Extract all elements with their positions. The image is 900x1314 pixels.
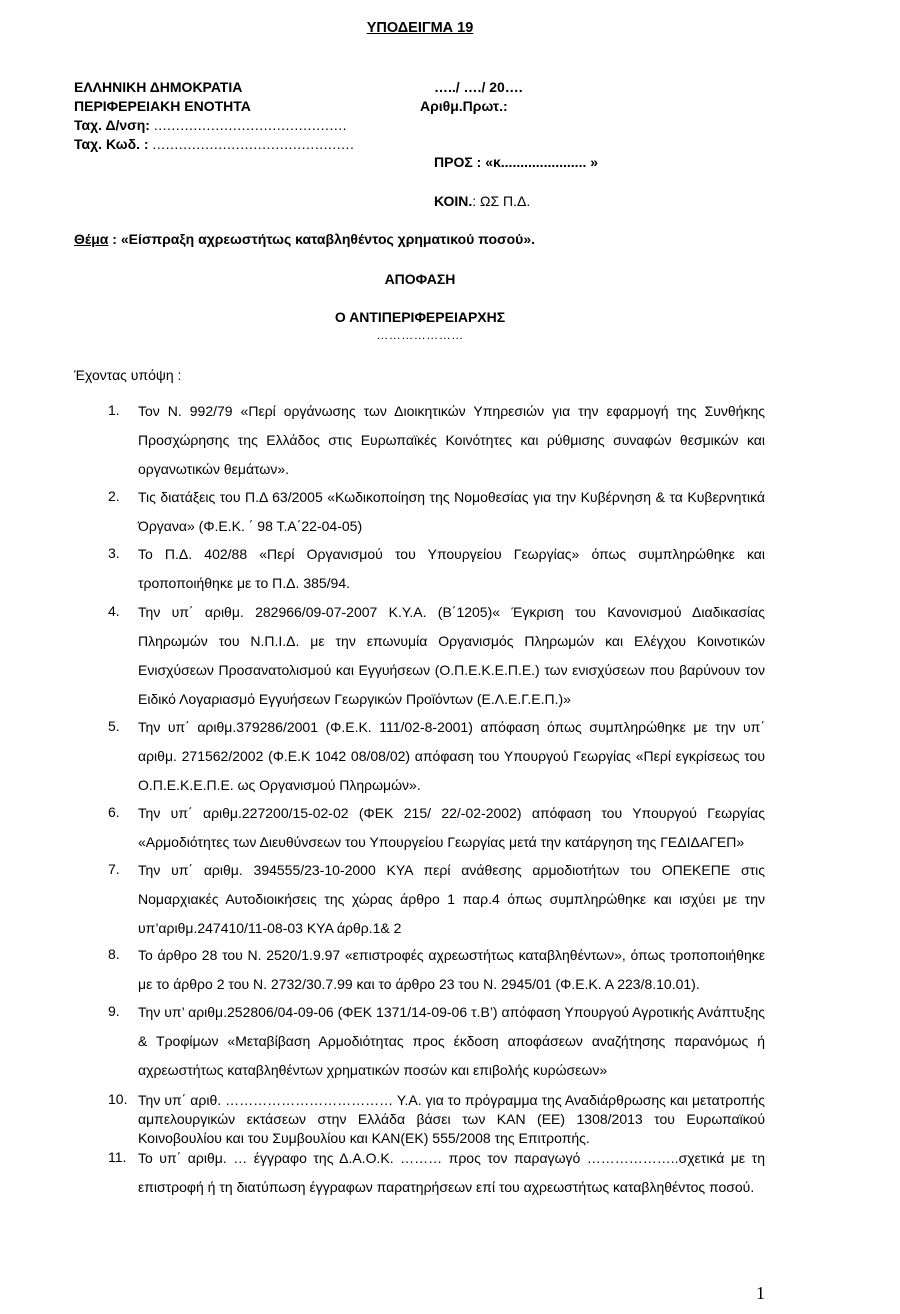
postcode-value: .............................................. bbox=[152, 136, 355, 152]
date-block bbox=[420, 78, 523, 116]
recipient-line bbox=[434, 154, 598, 170]
cc-label: ΚΟΙΝ. bbox=[434, 193, 473, 209]
item-text: Την υπ΄ αριθμ.227200/15-02-02 (ΦΕΚ 215/ 22/-02-2002) απόφαση του Υπουργού Γεωργίας «Αρμοδιότητες των Διευθύνσεων του Υπουργείου Γεωργίας μετά την κατάργηση της ΓΕΔΙΔΑΓΕΠ» bbox=[138, 805, 765, 850]
subject-label: Θέμα bbox=[74, 231, 109, 247]
decision-heading: ΑΠΟΦΑΣΗ bbox=[384, 271, 456, 287]
considerations-intro: Έχοντας υπόψη : bbox=[74, 367, 182, 383]
subject-line bbox=[74, 231, 535, 247]
authority-name-blank: ………………… bbox=[376, 328, 464, 342]
sender-country: ΕΛΛΗΝΙΚΗ ΔΗΜΟΚΡΑΤΙΑ bbox=[74, 79, 243, 95]
document-date: …../ …./ 20…. bbox=[434, 79, 523, 95]
item-text: Τις διατάξεις του Π.Δ 63/2005 «Κωδικοποίηση της Νομοθεσίας για την Κυβέρνηση & τα Κυβερνητικά Όργανα» (Φ.Ε.Κ. ΄ 98 Τ.Α΄22-04-05) bbox=[138, 489, 765, 534]
sender-unit: ΠΕΡΙΦΕΡΕΙΑΚΗ ΕΝΟΤΗΤΑ bbox=[74, 98, 251, 114]
item-number: 6. bbox=[108, 804, 120, 820]
item-text: Το Π.Δ. 402/88 «Περί Οργανισμού του Υπουργείου Γεωργίας» όπως συμπληρώθηκε και τροποποιήθηκε με το Π.Δ. 385/94. bbox=[138, 546, 765, 591]
authority-heading: Ο ΑΝΤΙΠΕΡΙΦΕΡΕΙΑΡΧΗΣ bbox=[334, 309, 506, 325]
item-text: Την υπ’ αριθμ.252806/04-09-06 (ΦΕΚ 1371/14-09-06 τ.Β’) απόφαση Υπουργού Αγροτικής Ανάπτυξης & Τροφίμων «Μεταβίβαση Αρμοδιότητας προς έκδοση αποφάσεων αναζήτησης παρανόμως ή αχρεωστήτως καταβληθέντων χρηματικών ποσών και επιβολής κυρώσεων» bbox=[138, 1004, 765, 1078]
sender-block bbox=[74, 78, 354, 154]
item-number: 8. bbox=[108, 946, 120, 962]
item-number: 7. bbox=[108, 861, 120, 877]
sender-postcode bbox=[74, 135, 354, 154]
item-number: 4. bbox=[108, 603, 120, 619]
page-number: 1 bbox=[756, 1283, 765, 1303]
item-number: 2. bbox=[108, 488, 120, 504]
recipient-value: «κ...................... » bbox=[485, 154, 599, 170]
recipient-label: ΠΡΟΣ : bbox=[434, 154, 482, 170]
address-label: Ταχ. Δ/νση: bbox=[74, 117, 150, 133]
item-text: Το υπ΄ αριθμ. … έγγραφο της Δ.Α.Ο.Κ. ……… προς τον παραγωγό ………………..σχετικά με τη επιστροφή ή τη διατύπωση έγγραφων παρατηρήσεων επί του αχρεωστήτως καταβληθέντος ποσού. bbox=[138, 1150, 765, 1195]
sender-address bbox=[74, 116, 354, 135]
document-title: ΥΠΟΔΕΙΓΜΑ 19 bbox=[366, 20, 474, 36]
subject-value: : «Είσπραξη αχρεωστήτως καταβληθέντος χρηματικού ποσού». bbox=[108, 231, 536, 247]
address-value: ............................................ bbox=[153, 117, 348, 133]
item-text: Την υπ΄ αριθμ. 394555/23-10-2000 ΚΥΑ περί ανάθεσης αρμοδιοτήτων του ΟΠΕΚΕΠΕ στις Νομαρχιακές Αυτοδιοικήσεις της χώρας άρθρο 1 παρ.4 όπως συμπληρώθηκε και ισχύει με την υπ’αριθμ.247410/11-08-03 ΚΥΑ άρθρ.1& 2 bbox=[138, 862, 765, 936]
item-number: 5. bbox=[108, 718, 120, 734]
cc-value: : ΩΣ Π.Δ. bbox=[472, 193, 531, 209]
item-text: Το άρθρο 28 του Ν. 2520/1.9.97 «επιστροφές αχρεωστήτως καταβληθέντων», όπως τροποποιήθηκε με το άρθρο 2 του Ν. 2732/30.7.99 και το άρθρο 23 του Ν. 2945/01 (Φ.Ε.Κ. Α 223/8.10.01). bbox=[138, 947, 765, 992]
item-number: 10. bbox=[108, 1091, 128, 1107]
item-number: 11. bbox=[108, 1149, 127, 1165]
cc-line bbox=[434, 193, 530, 209]
item-text: Την υπ΄ αριθμ.379286/2001 (Φ.Ε.Κ. 111/02-8-2001) απόφαση όπως συμπληρώθηκε με την υπ΄ αριθμ. 271562/2002 (Φ.Ε.Κ 1042 08/08/02) απόφαση του Υπουργού Γεωργίας «Περί εγκρίσεως του Ο.Π.Ε.Κ.Ε.Π.Ε. ως Οργανισμού Πληρωμών». bbox=[138, 719, 765, 793]
item-number: 3. bbox=[108, 545, 120, 561]
postcode-label: Ταχ. Κωδ. : bbox=[74, 136, 149, 152]
item-text: Την υπ΄ αριθ. ……………………………… Υ.Α. για το πρόγραμμα της Αναδιάρθρωσης και μετατροπής αμπελουργικών εκτάσεων στην Ελλάδα βάσει των ΚΑΝ (ΕΕ) 1308/2013 του Ευρωπαϊκού Κοινοβουλίου και του Συμβουλίου και ΚΑΝ(ΕΚ) 555/2008 της Επιτροπής. bbox=[138, 1092, 765, 1146]
item-text: Την υπ΄ αριθμ. 282966/09-07-2007 Κ.Υ.Α. (Β΄1205)« Έγκριση του Κανονισμού Διαδικασίας Πληρωμών του Ν.Π.Ι.Δ. με την επωνυμία Οργανισμός Πληρωμών και Ελέγχου Κοινοτικών Ενισχύσεων Προσανατολισμού και Εγγυήσεων (Ο.Π.Ε.Κ.Ε.Π.Ε.) των ενισχύσεων που βαρύνουν τον Ειδικό Λογαριασμό Εγγυήσεων Γεωργικών Προϊόντων (Ε.Λ.Ε.Γ.Ε.Π.)» bbox=[138, 604, 765, 707]
item-number: 9. bbox=[108, 1003, 120, 1019]
protocol-number: Αριθμ.Πρωτ.: bbox=[420, 98, 508, 114]
item-number: 1. bbox=[108, 402, 120, 418]
item-text: Τον Ν. 992/79 «Περί οργάνωσης των Διοικητικών Υπηρεσιών για την εφαρμογή της Συνθήκης Προσχώρησης της Ελλάδος στις Ευρωπαϊκές Κοινότητες και ρύθμισης συναφών θεσμικών και οργανωτικών θεμάτων». bbox=[138, 403, 765, 477]
